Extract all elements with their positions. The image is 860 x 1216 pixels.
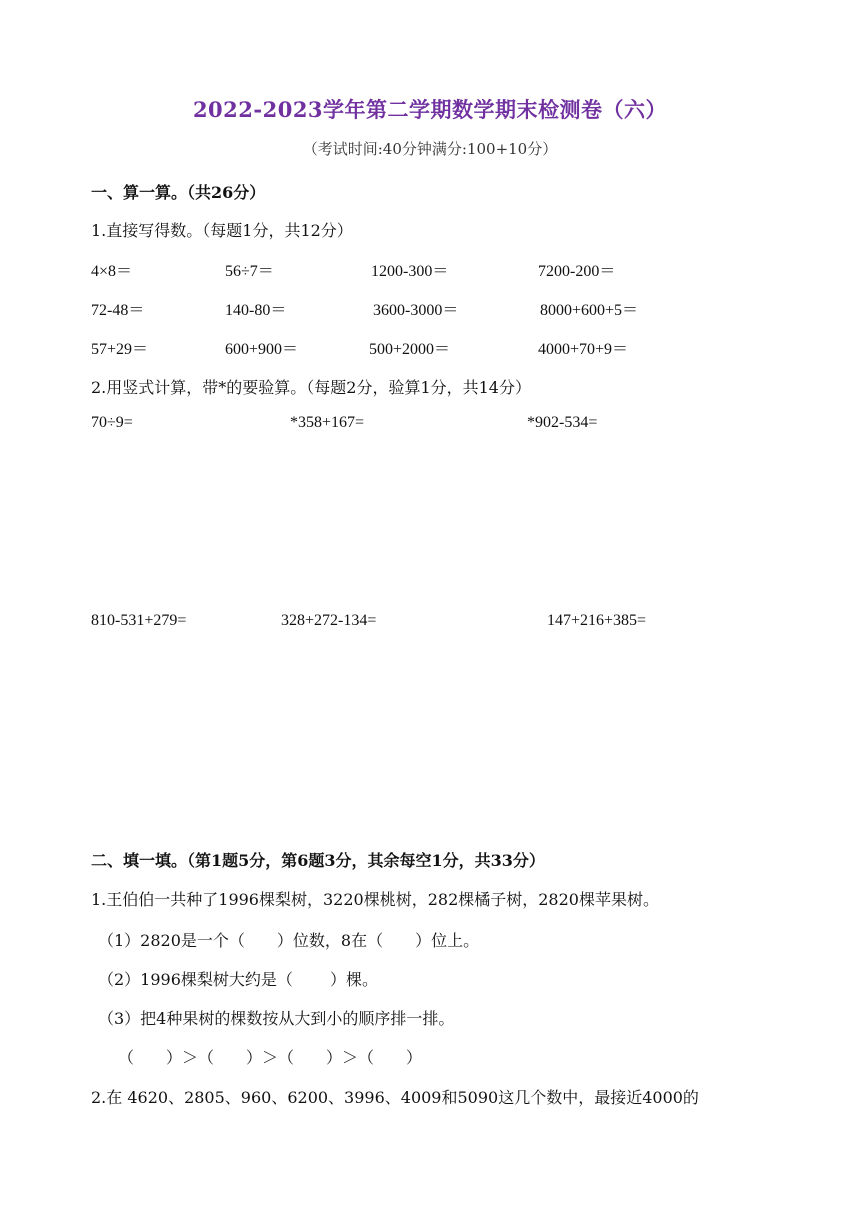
mental-math-item: 500+2000＝ <box>369 341 451 358</box>
exam-info: （考试时间:40分钟满分:100+10分） <box>302 140 558 158</box>
section-2-heading: 二、填一填。（第1题5分，第6题3分，其余每空1分，共33分） <box>91 851 545 870</box>
mental-math-item: 72-48＝ <box>91 302 145 319</box>
question-1-1-label: 1.直接写得数。（每题1分，共12分） <box>91 221 353 240</box>
vertical-calc-item: *902-534= <box>527 414 598 431</box>
mental-math-item: 140-80＝ <box>225 302 287 319</box>
question-2-1-label: 1.王伯伯一共种了1996棵梨树，3220棵桃树，282棵橘子树，2820棵苹果树。 <box>91 890 659 909</box>
vertical-calc-item: 70÷9= <box>91 414 133 431</box>
question-1-2-label: 2.用竖式计算，带*的要验算。（每题2分，验算1分，共14分） <box>91 378 531 397</box>
vertical-calc-item: 147+216+385= <box>547 612 647 629</box>
page-title: 2022-2023学年第二学期数学期末检测卷（六） <box>192 97 668 122</box>
mental-math-item: 4×8＝ <box>91 263 133 280</box>
mental-math-item: 600+900＝ <box>225 341 299 358</box>
vertical-calc-item: *358+167= <box>290 414 365 431</box>
vertical-calc-item: 328+272-134= <box>281 612 377 629</box>
vertical-calc-item: 810-531+279= <box>91 612 187 629</box>
mental-math-item: 56÷7＝ <box>225 263 274 280</box>
question-2-1-sub3: （3）把4种果树的棵数按从大到小的顺序排一排。 <box>98 1009 455 1028</box>
order-blanks: （ ）＞（ ）＞（ ）＞（ ） <box>118 1048 423 1067</box>
question-2-1-sub2: （2）1996棵梨树大约是（ ）棵。 <box>98 970 378 989</box>
mental-math-item: 57+29＝ <box>91 341 149 358</box>
mental-math-item: 1200-300＝ <box>371 263 449 280</box>
mental-math-item: 7200-200＝ <box>538 263 616 280</box>
mental-math-item: 8000+600+5＝ <box>540 302 639 319</box>
mental-math-item: 3600-3000＝ <box>373 302 459 319</box>
mental-math-item: 4000+70+9＝ <box>538 341 629 358</box>
question-2-1-sub1: （1）2820是一个（ ）位数，8在（ ）位上。 <box>98 931 480 950</box>
question-2-2-label: 2.在 4620、2805、960、6200、3996、4009和5090这几个数中，最接近4000的 <box>91 1088 699 1107</box>
section-1-heading: 一、算一算。（共26分） <box>91 183 266 202</box>
